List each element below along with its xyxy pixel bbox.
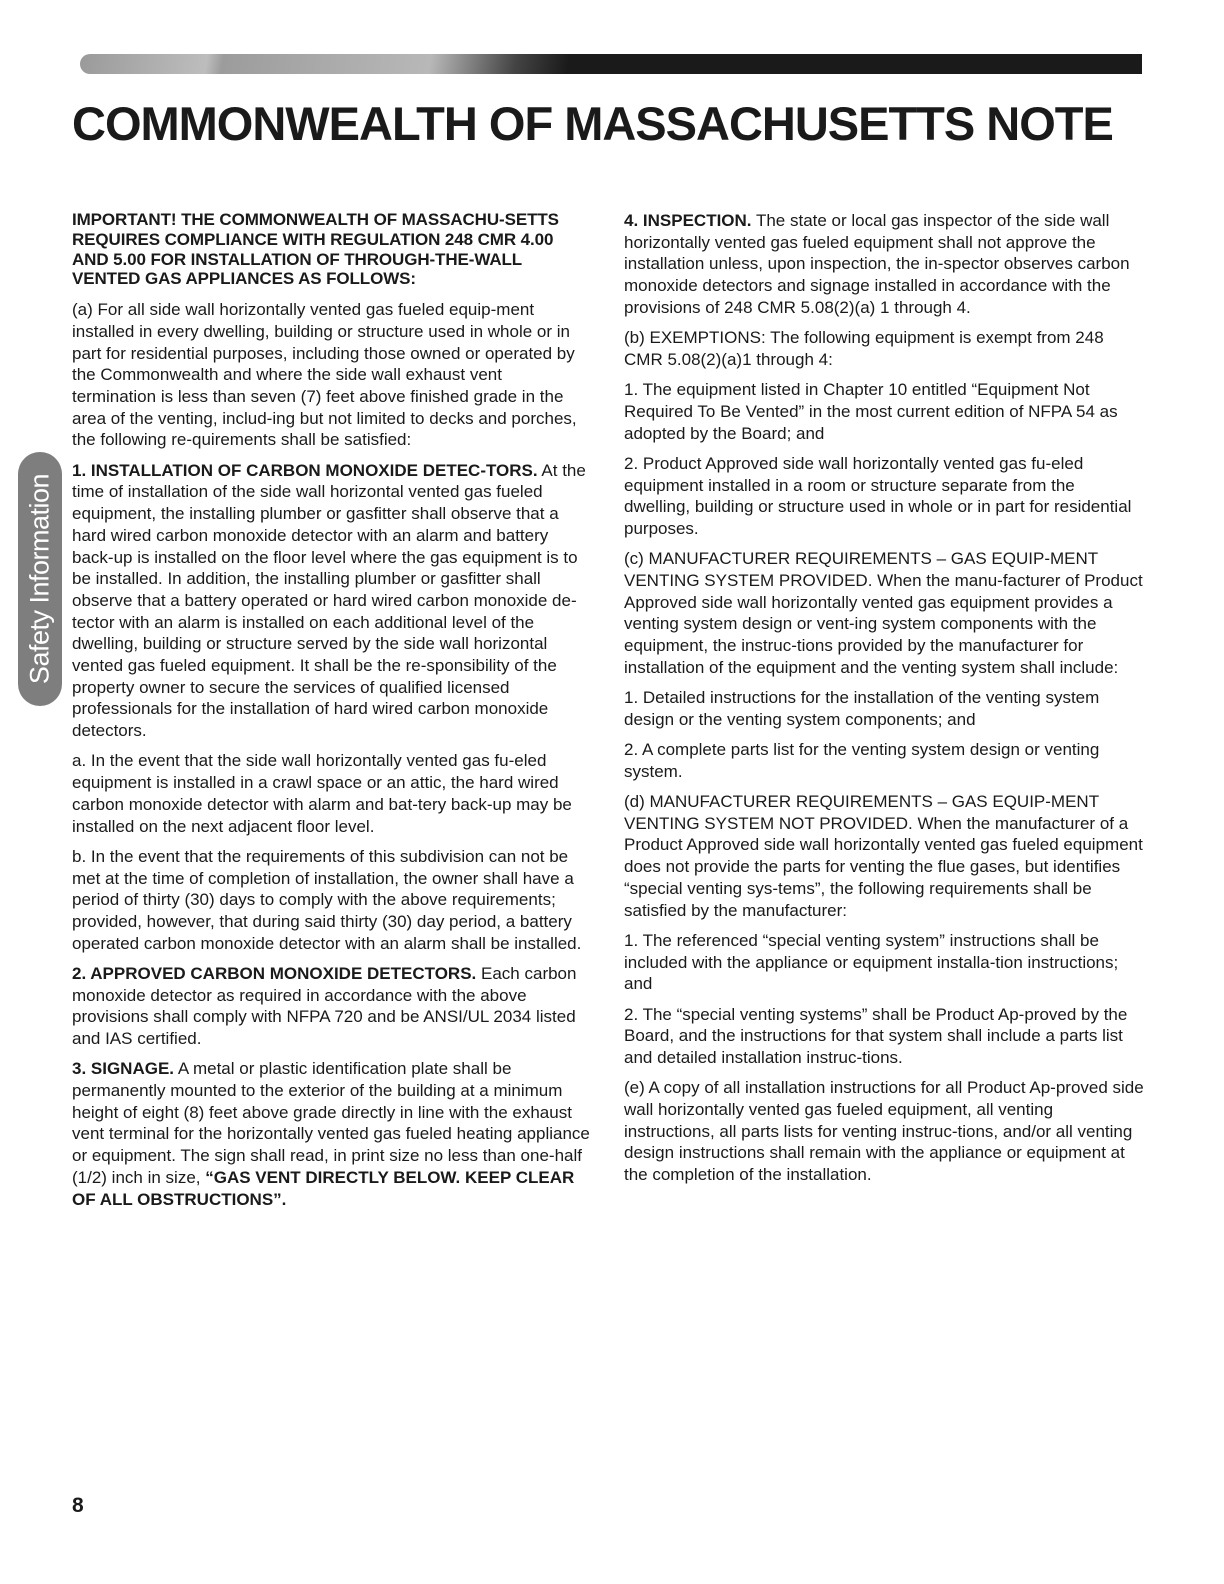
section-4 <box>624 210 1144 319</box>
section-3 <box>72 1058 590 1210</box>
side-section-tab <box>18 452 62 706</box>
section-1-item-a: a. In the event that the side wall horizontally vented gas fu-eled equipment is installed in a crawl space or an attic, the hard wired carbon monoxide detector with alarm and bat-tery back-up may be installed on the next adjacent floor level. <box>72 751 572 836</box>
left-column <box>72 210 590 1219</box>
page-number: 8 <box>72 1494 84 1517</box>
paragraph-c-item-2: 2. A complete parts list for the venting system design or venting system. <box>624 740 1100 781</box>
paragraph-b-item-1: 1. The equipment listed in Chapter 10 entitled “Equipment Not Required To Be Vented” in the most current edition of NFPA 54 as adopted by the Board; and <box>624 380 1118 443</box>
section-1-heading: 1. INSTALLATION OF CARBON MONOXIDE DETEC-TORS. <box>72 460 538 480</box>
paragraph-a: (a) For all side wall horizontally vented gas fueled equip-ment installed in every dwelling, building or structure used in whole or in part for residential purposes, including those owned or operated by the Commonwealth and where the side wall exhaust vent termination is less than seven (7) feet above finished grade in the area of the venting, includ-ing but not limited to decks and porches, the following re-quirements shall be satisfied: <box>72 300 577 450</box>
section-2-body: Each carbon monoxide detector as required in accordance with the above provisions shall comply with NFPA 720 and be ANSI/UL 2034 listed and IAS certified. <box>72 963 577 1049</box>
section-3-sign-text: “GAS VENT DIRECTLY BELOW. KEEP CLEAR OF ALL OBSTRUCTIONS”. <box>72 1167 575 1209</box>
page-title: COMMONWEALTH OF MASSACHUSETTS NOTE <box>72 97 1113 150</box>
paragraph-b: (b) EXEMPTIONS: The following equipment is exempt from 248 CMR 5.08(2)(a)1 through 4: <box>624 328 1104 369</box>
section-4-body: The state or local gas inspector of the side wall horizontally vented gas fueled equipment shall not approve the installation unless, upon inspection, the in-spector observes carbon monoxide detectors and signage installed in accordance with the provisions of 248 CMR 5.08(2)(a) 1 through 4. <box>624 211 1130 317</box>
section-1 <box>72 460 590 742</box>
right-column <box>624 210 1144 1194</box>
paragraph-d-item-2: 2. The “special venting systems” shall be Product Ap-proved by the Board, and the instructions for that system shall include a parts list and detailed installation instruc-tions. <box>624 1004 1128 1067</box>
section-3-body: A metal or plastic identification plate shall be permanently mounted to the exterior of the building at a minimum height of eight (8) feet above grade directly in line with the exhaust vent terminal for the horizontally vented gas fueled heating appliance or equipment. The sign shall read, in print size no less than one-half (1/2) inch in size, <box>72 1059 590 1187</box>
header-decorative-bar <box>80 54 1142 74</box>
paragraph-c: (c) MANUFACTURER REQUIREMENTS – GAS EQUIP-MENT VENTING SYSTEM PROVIDED. When the manu-facturer of Product Approved side wall horizontally vented gas equipment provides a venting system design or vent-ing system components with the equipment, the instruc-tions provided by the manufacturer for installation of the equipment and the venting system shall include: <box>624 549 1143 677</box>
section-1-body: At the time of installation of the side wall horizontal vented gas fueled equipment, the installing plumber or gasfitter shall observe that a hard wired carbon monoxide detector with an alarm and battery back-up is installed on the floor level where the gas equipment is to be installed. In addition, the installing plumber or gasfitter shall observe that a battery operated or hard wired carbon monoxide de-tector with an alarm is installed on each additional level of the dwelling, building or structure served by the side wall horizontal vented gas fueled equipment. It shall be the re-sponsibility of the property owner to secure the services of qualified licensed professionals for the installation of hard wired carbon monoxide detectors. <box>72 460 586 741</box>
section-2 <box>72 963 590 1050</box>
section-3-heading: 3. SIGNAGE. <box>72 1059 175 1079</box>
paragraph-d: (d) MANUFACTURER REQUIREMENTS – GAS EQUIP-MENT VENTING SYSTEM NOT PROVIDED. When the manufacturer of a Product Approved side wall horizontally vented gas fueled equipment does not provide the parts for venting the flue gases, but identifies “special venting sys-tems”, the following requirements shall be satisfied by the manufacturer: <box>624 792 1143 920</box>
section-2-heading: 2. APPROVED CARBON MONOXIDE DETECTORS. <box>72 963 477 983</box>
paragraph-c-item-1: 1. Detailed instructions for the installation of the venting system design or the venting system components; and <box>624 688 1100 729</box>
paragraph-b-item-2: 2. Product Approved side wall horizontally vented gas fu-eled equipment installed in a room or structure separate from the dwelling, building or structure used in whole or in part for residential purposes. <box>624 453 1132 538</box>
section-4-heading: 4. INSPECTION. <box>624 211 752 230</box>
side-tab-label: Safety Information <box>24 473 55 685</box>
paragraph-e: (e) A copy of all installation instructions for all Product Ap-proved side wall horizontally vented gas fueled equipment, all venting instructions, all parts lists for venting instruc-tions, and/or all venting design instructions shall remain with the appliance or equipment at the completion of the installation. <box>624 1078 1144 1185</box>
section-1-item-b: b. In the event that the requirements of this subdivision can not be met at the time of completion of installation, the owner shall have a period of thirty (30) days to comply with the above requirements; provided, however, that during said thirty (30) day period, a battery operated carbon monoxide detector with an alarm shall be installed. <box>72 846 582 953</box>
paragraph-d-item-1: 1. The referenced “special venting system” instructions shall be included with the appliance or equipment installa-tion instructions; and <box>624 930 1119 994</box>
important-notice: IMPORTANT! THE COMMONWEALTH OF MASSACHU-SETTS REQUIRES COMPLIANCE WITH REGULATION 248 CMR 4.00 AND 5.00 FOR INSTALLATION OF THROUGH-THE-WALL VENTED GAS APPLIANCES AS FOLLOWS: <box>72 210 559 289</box>
